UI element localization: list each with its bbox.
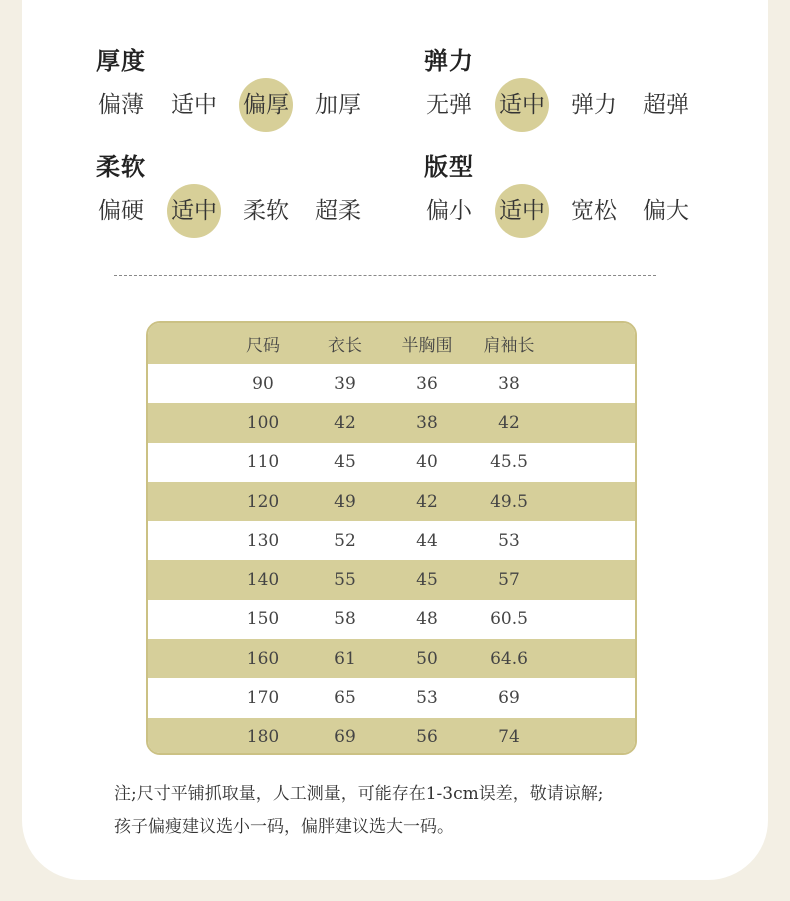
- table-cell: 100: [246, 412, 280, 433]
- table-cell: 49: [334, 491, 356, 512]
- option-thick-selected: 偏厚: [238, 82, 294, 128]
- table-cell: 150: [246, 609, 280, 630]
- table-row: [148, 678, 635, 717]
- dashed-divider: [114, 275, 656, 276]
- table-cell: 38: [498, 373, 520, 394]
- table-cell: 42: [498, 412, 520, 433]
- attr-title-softness: 柔软: [96, 152, 146, 181]
- option-extra-thick: 加厚: [315, 92, 361, 118]
- attr-options-softness: [96, 188, 361, 234]
- table-row: [148, 482, 635, 521]
- table-cell: 57: [498, 570, 520, 591]
- table-row: [148, 521, 635, 560]
- table-row: [148, 364, 635, 403]
- table-cell: 50: [416, 648, 438, 669]
- option-large: 偏大: [643, 198, 689, 224]
- option-medium-selected: 适中: [494, 82, 550, 128]
- size-table: [146, 321, 637, 755]
- option-soft: 柔软: [243, 198, 289, 224]
- attr-title-fit: 版型: [424, 152, 474, 181]
- table-cell: 52: [334, 530, 356, 551]
- option-medium-selected: 适中: [494, 188, 550, 234]
- option-super-stretch: 超弹: [643, 92, 689, 118]
- attr-title-thickness: 厚度: [96, 46, 146, 75]
- table-cell: 74: [498, 727, 520, 748]
- table-row: [148, 600, 635, 639]
- table-body: [148, 364, 635, 755]
- table-cell: 64.6: [490, 648, 528, 669]
- option-no-stretch: 无弹: [426, 92, 472, 118]
- table-cell: 38: [416, 412, 438, 433]
- table-cell: 58: [334, 609, 356, 630]
- table-cell: 45.5: [490, 452, 528, 473]
- table-cell: 36: [416, 373, 438, 394]
- option-super-soft: 超柔: [315, 198, 361, 224]
- option-loose: 宽松: [571, 198, 617, 224]
- table-cell: 42: [334, 412, 356, 433]
- table-cell: 53: [416, 688, 438, 709]
- table-cell: 69: [334, 727, 356, 748]
- table-cell: 120: [246, 491, 280, 512]
- attr-options-elasticity: [424, 82, 689, 128]
- attr-group-softness: [96, 152, 361, 234]
- header-sleeve-length: 肩袖长: [483, 336, 535, 356]
- table-cell: 55: [334, 570, 356, 591]
- table-cell: 48: [416, 609, 438, 630]
- attr-group-elasticity: [424, 46, 689, 128]
- option-medium: 适中: [171, 92, 217, 118]
- table-cell: 42: [416, 491, 438, 512]
- table-row: [148, 718, 635, 755]
- table-cell: 45: [416, 570, 438, 591]
- attr-options-fit: [424, 188, 689, 234]
- table-header: [148, 323, 635, 364]
- table-cell: 53: [498, 530, 520, 551]
- table-cell: 61: [334, 648, 356, 669]
- attr-group-fit: [424, 152, 689, 234]
- option-stretch: 弹力: [571, 92, 617, 118]
- note-line-2: 孩子偏瘦建议选小一码，偏胖建议选大一码。: [114, 817, 454, 837]
- header-half-chest: 半胸围: [401, 336, 453, 356]
- attr-title-elasticity: 弹力: [424, 46, 474, 75]
- table-cell: 69: [498, 688, 520, 709]
- table-row: [148, 443, 635, 482]
- table-cell: 45: [334, 452, 356, 473]
- table-cell: 60.5: [490, 609, 528, 630]
- attr-group-thickness: [96, 46, 361, 128]
- table-cell: 110: [246, 452, 280, 473]
- table-cell: 140: [246, 570, 280, 591]
- measurement-note: [114, 778, 714, 844]
- table-cell: 39: [334, 373, 356, 394]
- option-stiff: 偏硬: [98, 198, 144, 224]
- header-length: 衣长: [328, 336, 362, 356]
- table-cell: 130: [246, 530, 280, 551]
- table-cell: 56: [416, 727, 438, 748]
- option-medium-selected: 适中: [166, 188, 222, 234]
- attr-options-thickness: [96, 82, 361, 128]
- table-cell: 44: [416, 530, 438, 551]
- table-cell: 180: [246, 727, 280, 748]
- option-thin: 偏薄: [98, 92, 144, 118]
- table-row: [148, 403, 635, 442]
- table-row: [148, 560, 635, 599]
- table-cell: 40: [416, 452, 438, 473]
- option-small: 偏小: [426, 198, 472, 224]
- table-cell: 65: [334, 688, 356, 709]
- table-cell: 160: [246, 648, 280, 669]
- table-cell: 49.5: [490, 491, 528, 512]
- note-line-1: 注;尺寸平铺抓取量，人工测量，可能存在1-3cm误差，敬请谅解;: [114, 784, 604, 804]
- table-row: [148, 639, 635, 678]
- table-cell: 90: [252, 373, 274, 394]
- header-size: 尺码: [246, 336, 280, 356]
- table-cell: 170: [246, 688, 280, 709]
